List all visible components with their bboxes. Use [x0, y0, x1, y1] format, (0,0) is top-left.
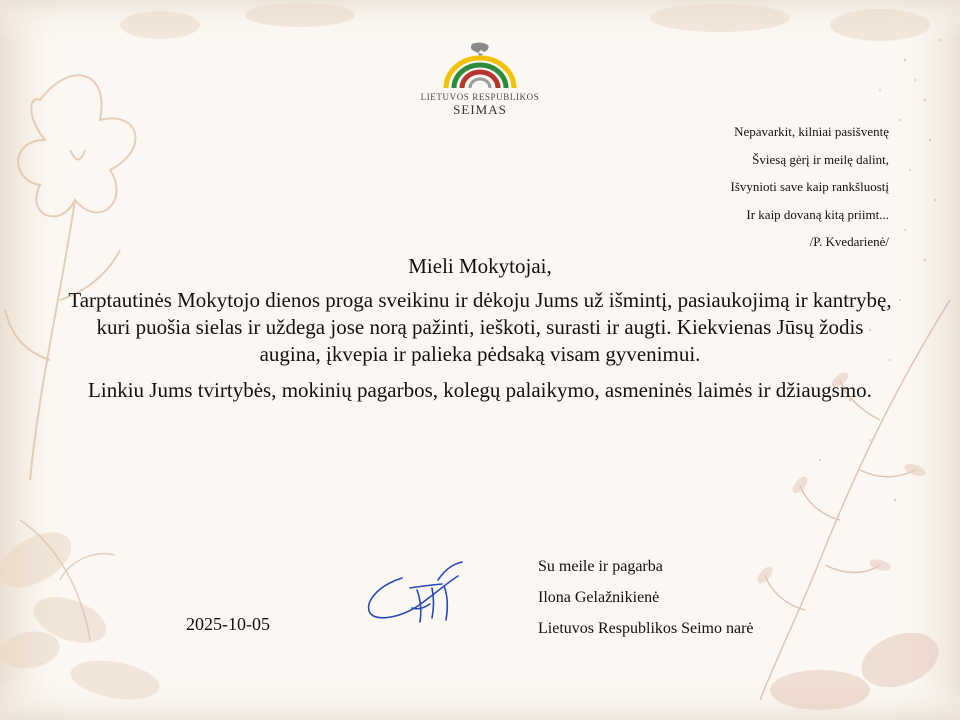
letter-date: 2025-10-05 [186, 614, 270, 634]
body-paragraph: Linkiu Jums tvirtybės, mokinių pagarbos, kolegų palaikymo, asmeninės laimės ir džiaugsmo. [88, 378, 872, 402]
handwritten-signature [362, 558, 474, 628]
signer-title: Lietuvos Respublikos Seimo narė [538, 620, 754, 637]
poem-line: Nepavarkit, kilniai pasišventę [734, 124, 889, 139]
logo-text-line2: SEIMAS [453, 102, 507, 117]
epigraph-poem [730, 118, 889, 256]
seimas-logo [410, 40, 550, 122]
poem-line: Ir kaip dovaną kitą priimt... [746, 206, 889, 222]
closing-block [538, 551, 754, 644]
signer-name: Ilona Gelažnikienė [538, 589, 660, 606]
greeting: Mieli Mokytojai, [408, 254, 552, 278]
poem-line: Išvynioti save kaip rankšluostį [730, 179, 889, 194]
letter-body [66, 287, 894, 404]
closing-salutation: Su meile ir pagarba [538, 558, 663, 575]
logo-text-line1: LIETUVOS RESPUBLIKOS [420, 92, 540, 102]
poem-author: /P. Kvedarienė/ [809, 234, 889, 249]
body-paragraph: Tarptautinės Mokytojo dienos proga sveikinu ir dėkoju Jums už išmintį, pasiaukojimą ir kantrybę, kuri puošia sielas ir uždega jose norą pažinti, ieškoti, surasti ir augti. Kiekvienas Jūsų žodis augina, įkvepia ir palieka pėdsaką visam gyvenimui. [68, 288, 892, 366]
seimas-emblem-icon [434, 40, 526, 90]
poem-line: Šviesą gėrį ir meilę dalint, [752, 151, 889, 167]
